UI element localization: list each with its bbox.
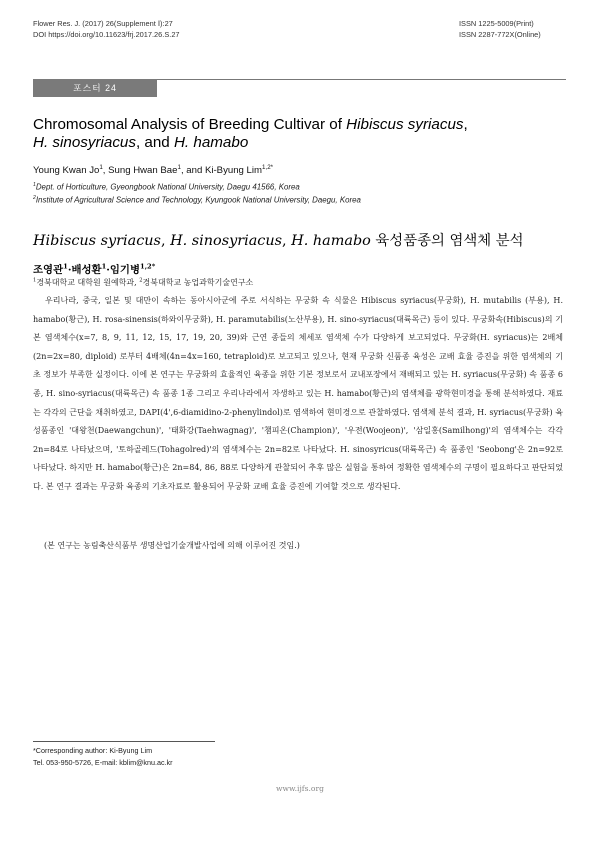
affiliation-1 (33, 182, 300, 192)
korean-aff-1: 경북대학교 대학원 원예학과, (36, 278, 140, 287)
issn-block (459, 18, 559, 40)
title-species-2: H. sinosyriacus (33, 134, 136, 151)
doi-line[interactable]: DOI https://doi.org/10.11623/frj.2017.26.S.27 (33, 30, 180, 39)
title-sep-2: , and (135, 134, 174, 151)
korean-author-2: ·배성환 (67, 264, 102, 276)
acknowledgement: (본 연구는 농림축산식품부 생명산업기술개발사업에 의해 이루어진 것임.) (44, 541, 300, 550)
korean-aff-2: 경북대학교 농업과학기술연구소 (142, 278, 254, 287)
affiliation-1-num: 1 (33, 182, 36, 188)
affiliation-2-num: 2 (33, 195, 36, 201)
author-1: Young Kwan Jo (33, 165, 100, 177)
korean-title-species-1: Hibiscus syriacus (33, 233, 161, 249)
author-1-sup: 1 (99, 164, 103, 171)
author-2: , Sung Hwan Bae (102, 165, 178, 177)
journal-line: Flower Res. J. (2017) 26(Supplement Ⅰ):27 (33, 19, 173, 28)
affiliation-2 (33, 195, 361, 205)
issn-online: ISSN 2287-772X(Online) (459, 30, 541, 39)
poster-tag: 포스터 24 (33, 79, 157, 97)
title-text: Chromosomal Analysis of Breeding Cultivar of (33, 116, 347, 133)
title-species-1: Hibiscus syriacus (346, 116, 464, 133)
author-3: , and Ki-Byung Lim (180, 165, 262, 177)
title-species-3: H. hamabo (173, 134, 249, 151)
korean-title-rest: 육성품종의 염색체 분석 (370, 233, 524, 249)
korean-affiliations (33, 277, 253, 288)
issn-print: ISSN 1225-5009(Print) (459, 19, 534, 28)
korean-authors (33, 261, 155, 276)
korean-author-3: ·임기병 (106, 264, 140, 276)
corresponding-author: *Corresponding author: Ki-Byung Lim (33, 746, 153, 755)
author-2-sup: 1 (177, 164, 181, 171)
korean-author-1: 조영관 (33, 264, 64, 276)
korean-author-1-sup: 1 (63, 262, 68, 271)
korean-title-species-3: H. hamabo (291, 233, 371, 249)
journal-citation (33, 18, 180, 40)
korean-title-sep-2: , (282, 233, 292, 249)
korean-author-3-sup: 1,2* (140, 262, 156, 271)
abstract: 우리나라, 중국, 일본 및 대만이 속하는 동아시아군에 주로 서식하는 무궁화 속 식물은 Hibiscus syriacus(무궁화), H. mutabilis (부용), H. hamabo(황근), H. rosa-sinensis(하와이무궁화), H. paramutabilis(노산부용), H. sino-syriacus(대륙목근) 등이 있다. 무궁화속(Hibiscus)의 기본 염색체수(x=7, 8, 9, 11, 12, 15, 17, 19, 20, 39)와 근연 종들의 체세포 염색체 수가 다양하게 보고되었다. 무궁화(H. syriacus)는 2배체(2n=2x=80, diploid) 로부터 4배체(4n=4x=160, tetraploid)로 보고되고 있으나, 현재 무궁화 신품종 육성은 교배 효율 증진을 위한 염색체의 기초 정보가 부족한 실정이다. 이에 본 연구는 무궁화의 효율적인 육종을 위한 기본 정보로서 교내포장에서 재배되고 있는 H. syriacus(무궁화) 속 품종 6종, H. sino-syriacus(대륙목근) 속 품종 1종 그리고 우리나라에서 자생하고 있는 H. hamabo(황근)의 염색체를 광학현미경을 통해 분석하였다. 재료는 각각의 근단을 채취하였고, DAPI(4',6-diamidino-2-phenylindol)로 염색하여 현미경으로 관찰하였다. 염색체 분석 결과, H. syriacus(무궁화) 육성품종인 '대왕천(Daewangchun)', '태화강(Taehwagnag)', '챔피온(Champion)', '우전(Woojeon)', '삼일홍(Samilhong)'의 염색체수는 각각 2n=84로 나타났으며, '토하골레드(Tohagolred)'의 염색체수는 2n=82로 나타났다. H. sinosyricus(대륙목근) 속 품종인 'Seobong'은 2n=92로 나타났다. 하지만 H. hamabo(황근)은 2n=84, 86, 88로 다양하게 관찰되어 추후 많은 실험을 통하여 정확한 염색체수의 구명이 필요하다고 판단되었다. 본 연구 결과는 무궁화 육종의 기초자료로 활용되어 무궁화 교배 효율 증진에 기여할 것으로 생각된다. (33, 296, 563, 491)
korean-title-species-2: H. sinosyriacus (170, 233, 283, 249)
affiliation-2-text: Institute of Agricultural Science and Technology, Kyungook National University, Daegu, Korea (35, 195, 361, 205)
author-contact[interactable]: Tel. 053-950-5726, E-mail: kblim@knu.ac.kr (33, 758, 173, 767)
korean-aff-1-num: 1 (33, 277, 37, 284)
footnote-divider (33, 741, 215, 742)
korean-title (33, 229, 524, 250)
journal-website[interactable]: www.ijfs.org (276, 784, 324, 793)
title-sep-1: , (463, 116, 468, 133)
author-3-sup: 1,2* (262, 164, 274, 171)
korean-author-2-sup: 1 (101, 262, 107, 271)
korean-aff-2-num: 2 (139, 277, 143, 284)
affiliation-1-text: Dept. of Horticulture, Gyeongbook National University, Daegu 41566, Korea (35, 182, 300, 192)
korean-title-sep-1: , (160, 233, 171, 249)
paper-title (33, 116, 568, 152)
author-list (33, 164, 273, 176)
